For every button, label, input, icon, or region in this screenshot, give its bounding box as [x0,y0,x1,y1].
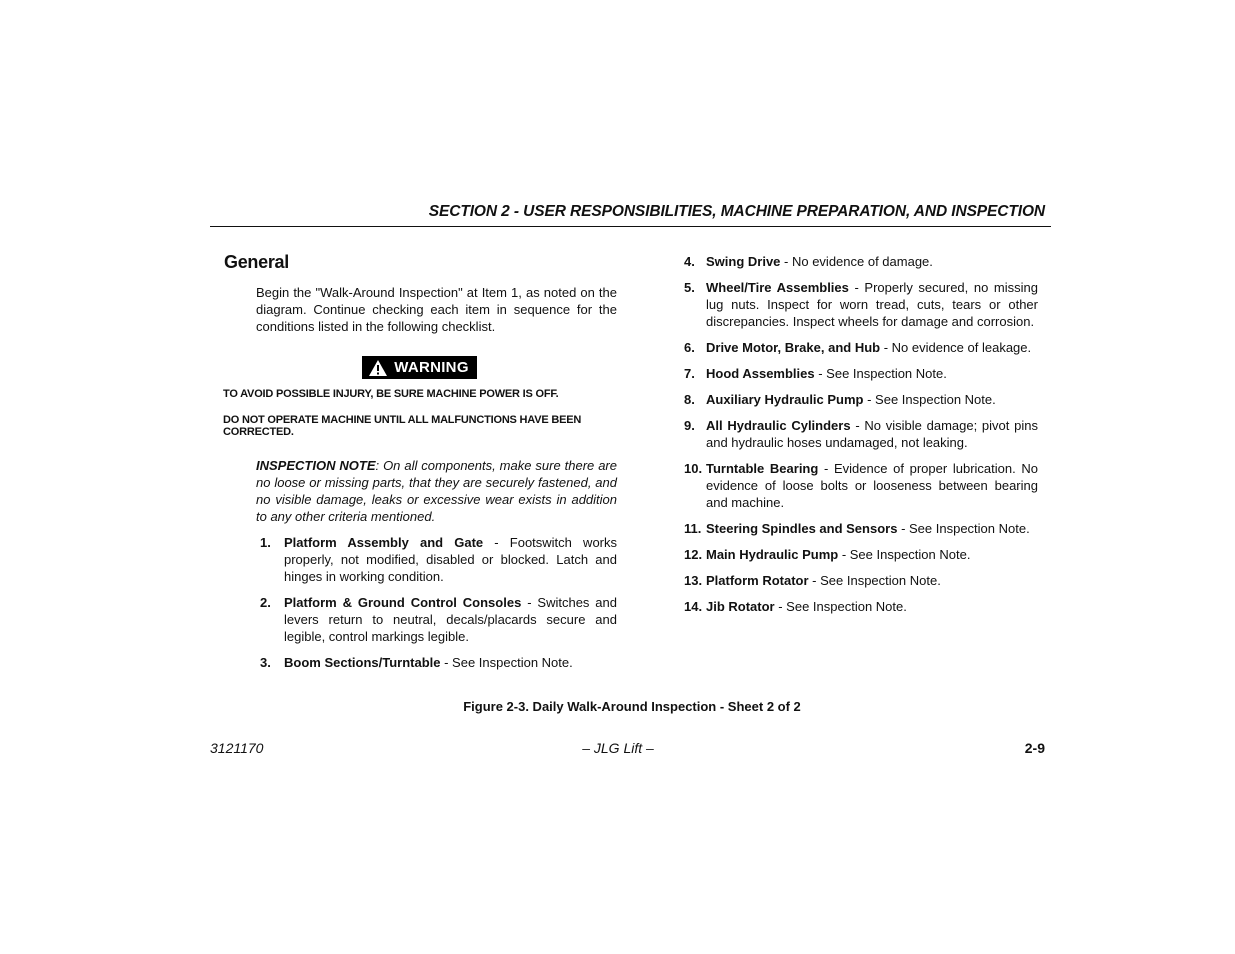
item-title: Auxiliary Hydraulic Pump [706,392,864,407]
item-text [706,253,1038,270]
warning-block [222,356,617,382]
item-text [706,417,1038,451]
header-rule [210,226,1051,227]
item-text [706,546,1038,563]
item-title: Hood Assemblies [706,366,815,381]
item-desc: - See Inspection Note. [863,392,996,407]
item-desc: - See Inspection Note. [808,573,941,588]
footer-doc-number: 3121170 [210,740,264,756]
item-title: Platform Assembly and Gate [284,534,484,550]
item-number: 14. [684,599,703,614]
checklist-left [222,534,617,671]
warning-line-1: TO AVOID POSSIBLE INJURY, BE SURE MACHINE POWER IS OFF. [223,387,559,400]
list-item [672,253,1038,270]
item-number: 12. [684,547,703,562]
item-desc: - No visible damage; pivot pins and hydraulic hoses undamaged, not leaking. [706,418,1038,450]
item-number: 8. [684,392,695,407]
item-title: Main Hydraulic Pump [706,547,839,562]
warning-line-2: DO NOT OPERATE MACHINE UNTIL ALL MALFUNCTIONS HAVE BEEN CORRECTED. [223,413,582,438]
item-number: 10. [684,461,703,476]
list-item [260,654,617,671]
inspection-note-label: INSPECTION NOTE [256,457,376,473]
item-text [284,654,617,671]
item-text [706,598,1038,615]
item-desc: - See Inspection Note. [897,521,1030,536]
list-item [672,598,1038,615]
item-text [706,391,1038,408]
list-item [260,594,617,645]
item-desc: - No evidence of leakage. [880,340,1032,355]
section-title: SECTION 2 - USER RESPONSIBILITIES, MACHINE PREPARATION, AND INSPECTION [428,203,1045,220]
item-title: Platform & Ground Control Consoles [284,594,522,610]
list-item [672,572,1038,589]
list-item [672,546,1038,563]
item-desc: - No evidence of damage. [780,254,933,269]
item-number: 2. [260,594,271,610]
item-number: 5. [684,280,695,295]
item-number: 3. [260,654,271,670]
list-item [672,417,1038,451]
item-title: Jib Rotator [706,599,775,614]
item-text [706,279,1038,330]
item-number: 6. [684,340,695,355]
section-header [210,203,1051,221]
list-item [672,365,1038,382]
general-intro: Begin the "Walk-Around Inspection" at Item 1, as noted on the diagram. Continue checking each item in sequence for the conditions listed in the following checklist. [256,285,617,334]
right-column [672,253,1038,624]
item-text [706,520,1038,537]
item-desc: - See Inspection Note. [814,366,947,381]
item-number: 13. [684,573,703,588]
list-item [672,279,1038,330]
item-desc: - See Inspection Note. [838,547,971,562]
list-item [260,534,617,585]
list-item [672,339,1038,356]
item-title: Swing Drive [706,254,781,269]
general-heading: General [224,252,289,272]
warning-label: WARNING [394,359,469,376]
item-title: Platform Rotator [706,573,809,588]
item-text [706,572,1038,589]
item-text [706,339,1038,356]
item-title: All Hydraulic Cylinders [706,418,851,433]
item-number: 9. [684,418,695,433]
item-number: 4. [684,254,695,269]
item-number: 1. [260,534,271,550]
item-desc: - Evidence of proper lubrication. No evidence of loose bolts or looseness between bearing and machine. [706,461,1038,510]
warning-badge [362,356,477,379]
item-desc: - Switches and levers return to neutral, decals/placards secure and legible, control markings legible. [284,594,617,644]
item-number: 7. [684,366,695,381]
item-text [284,534,617,585]
list-item [672,460,1038,511]
list-item [672,391,1038,408]
item-title: Drive Motor, Brake, and Hub [706,340,881,355]
item-title: Turntable Bearing [706,461,819,476]
footer-page-number: 2-9 [1024,740,1045,756]
item-text [706,460,1038,511]
item-text [284,594,617,645]
item-title: Boom Sections/Turntable [284,654,441,670]
item-text [706,365,1038,382]
left-column [222,252,617,680]
item-desc: - See Inspection Note. [774,599,907,614]
list-item [672,520,1038,537]
item-desc: - Properly secured, no missing lug nuts. Inspect for worn tread, cuts, tears or other discrepancies. Inspect wheels for damage and corrosion. [706,280,1038,329]
footer-brand: – JLG Lift – [582,740,654,756]
item-title: Wheel/Tire Assemblies [706,280,849,295]
inspection-note [256,457,617,525]
item-desc: - Footswitch works properly, not modified, disabled or blocked. Latch and hinges in working condition. [284,534,618,584]
item-title: Steering Spindles and Sensors [706,521,898,536]
item-number: 11. [684,521,702,536]
warning-triangle-icon [368,359,388,377]
item-desc: - See Inspection Note. [440,654,573,670]
inspection-note-text: : On all components, make sure there are no loose or missing parts, that they are securely fastened, and no visible damage, leaks or excessive wear exists in addition to any other criteria mentioned. [256,457,617,524]
figure-caption: Figure 2-3. Daily Walk-Around Inspection - Sheet 2 of 2 [463,699,801,714]
